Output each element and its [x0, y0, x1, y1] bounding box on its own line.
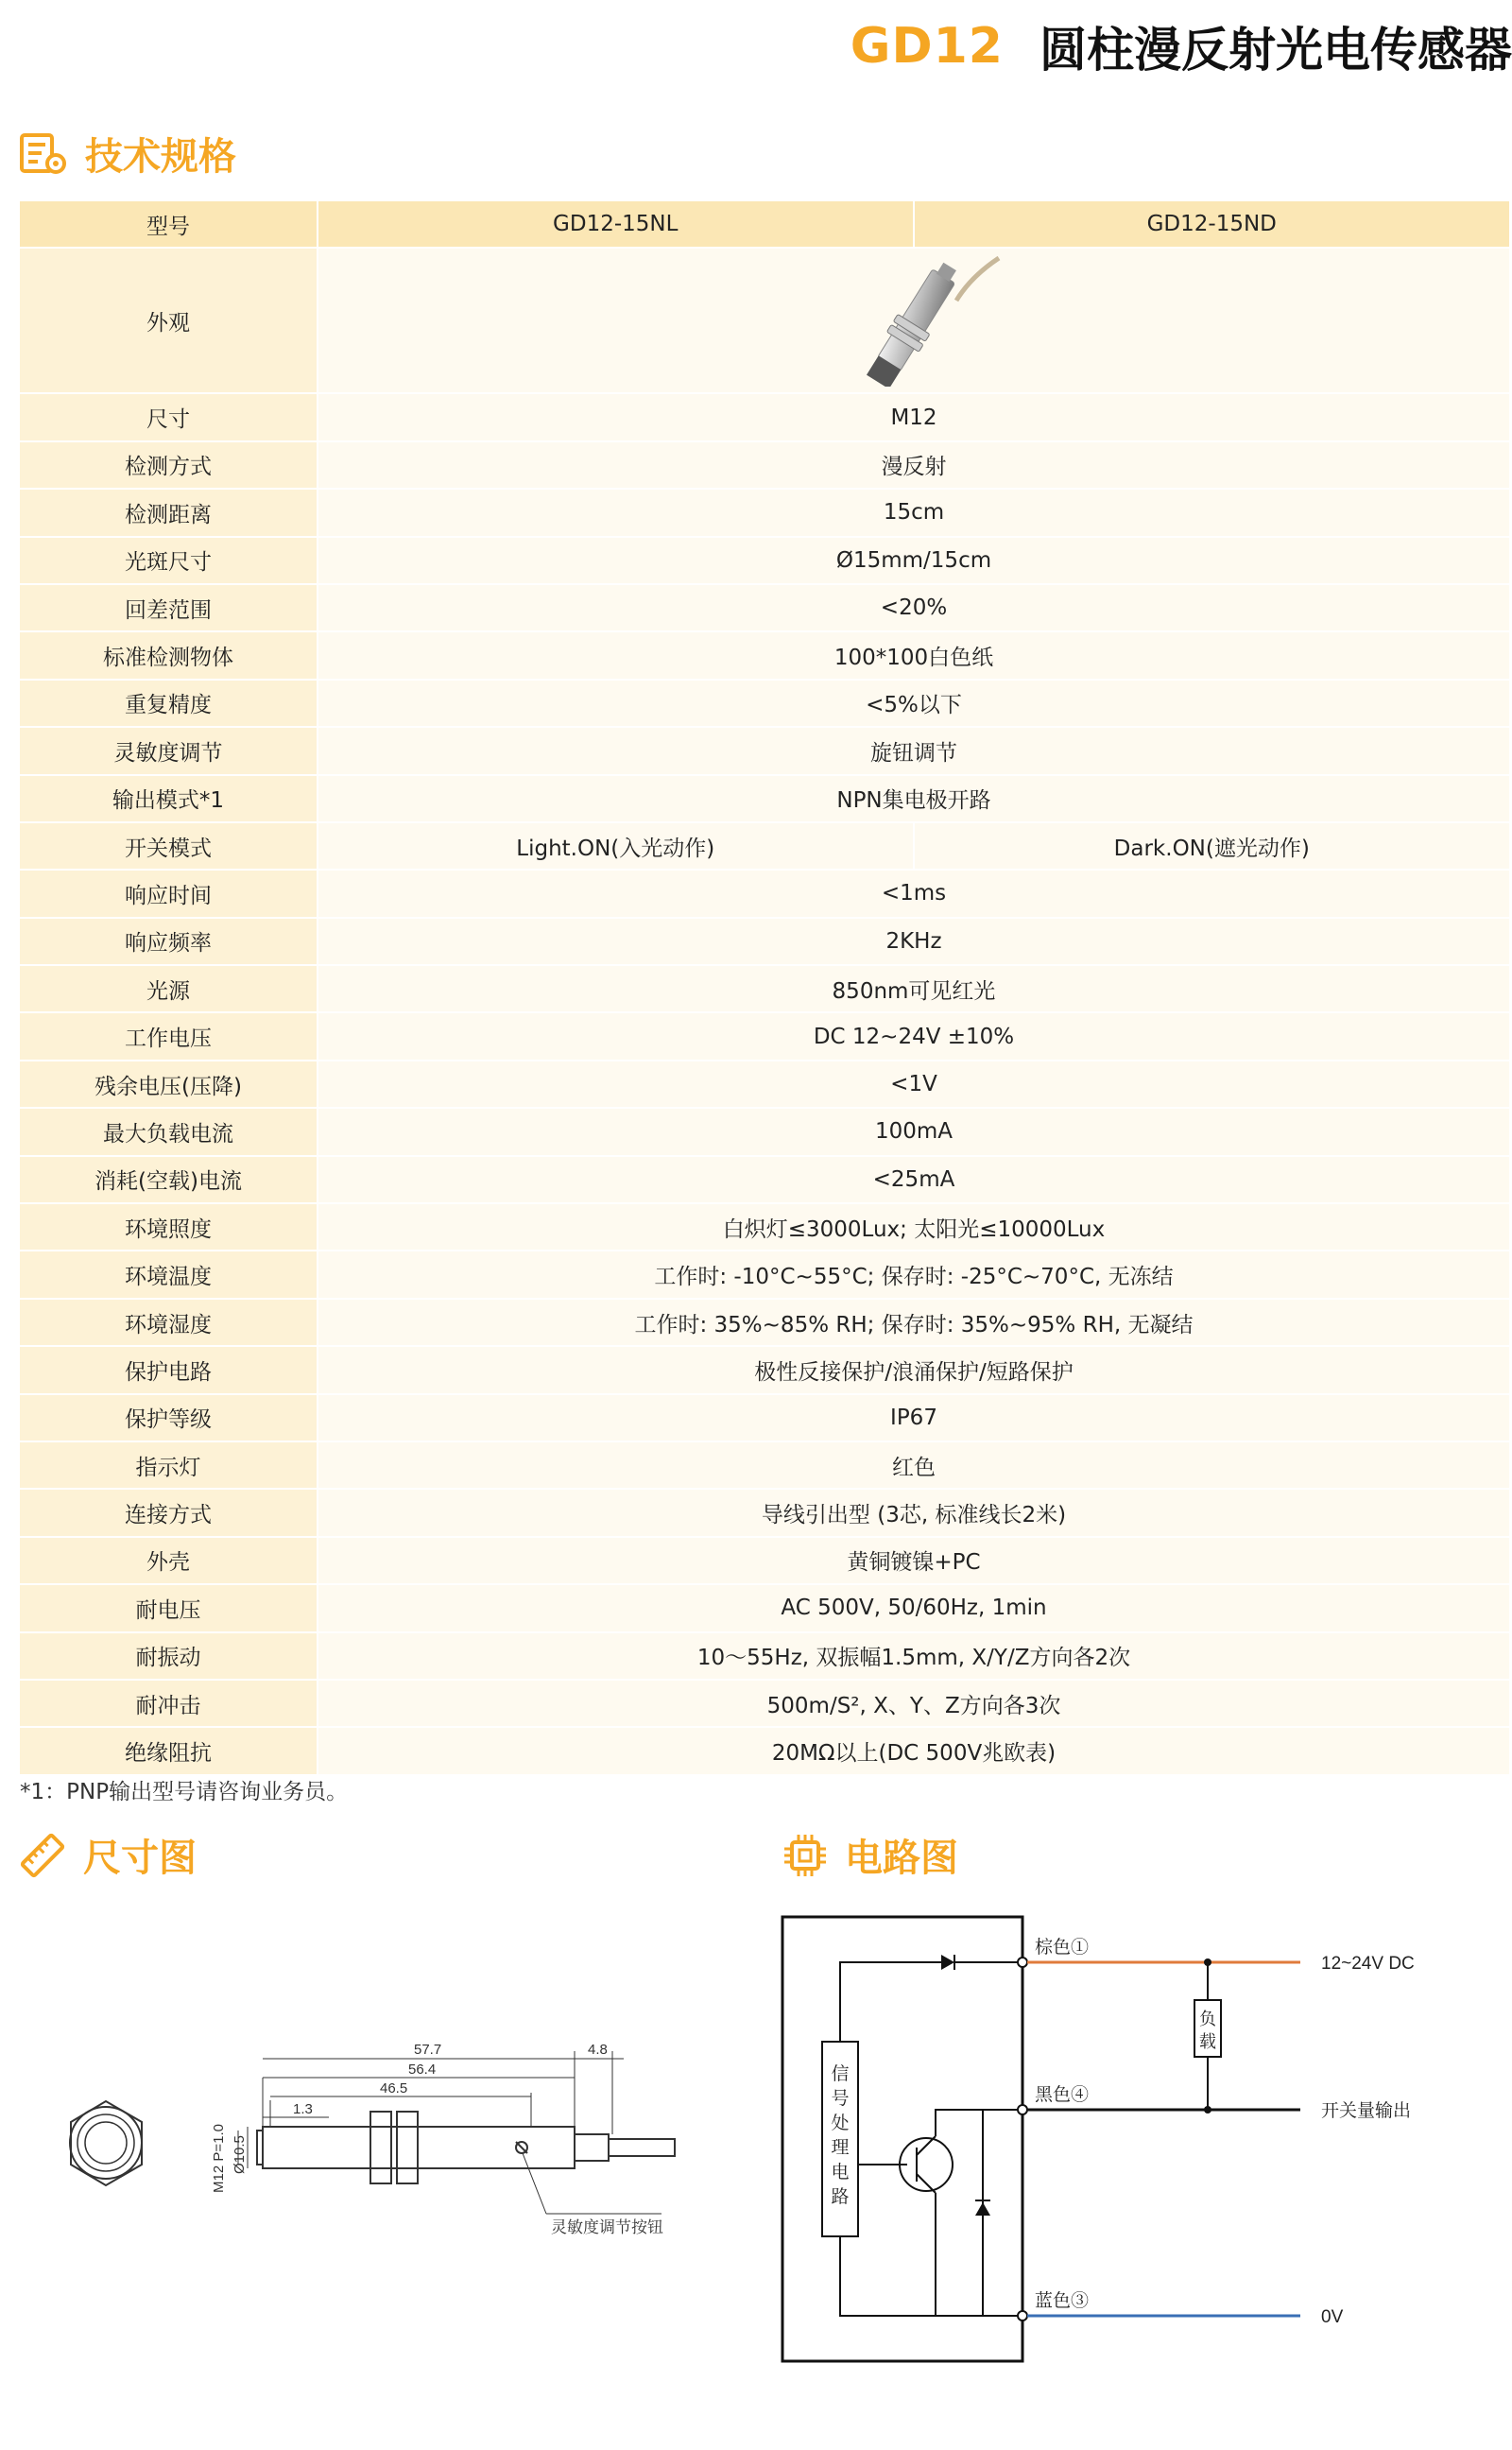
ruler-icon: [19, 1832, 66, 1879]
row-label: 外壳: [20, 1537, 318, 1584]
row-value: DC 12~24V ±10%: [318, 1012, 1509, 1060]
row-value: AC 500V, 50/60Hz, 1min: [318, 1584, 1509, 1631]
table-row: [20, 1394, 1509, 1441]
table-row: [20, 489, 1509, 536]
row-value: M12: [318, 393, 1509, 440]
table-row: [20, 1156, 1509, 1203]
table-row: [20, 1346, 1509, 1393]
table-row: [20, 965, 1509, 1012]
table-row: [20, 1727, 1509, 1774]
row-label: 光斑尺寸: [20, 537, 318, 584]
row-label: 保护等级: [20, 1394, 318, 1441]
row-value: 100*100白色纸: [318, 631, 1509, 679]
output-label: 开关量输出: [1321, 2101, 1412, 2121]
table-row: [20, 1632, 1509, 1680]
row-label: 环境湿度: [20, 1299, 318, 1346]
row-label: 工作电压: [20, 1012, 318, 1060]
dimension-section-header: [19, 1828, 197, 1882]
row-value: 2KHz: [318, 918, 1509, 965]
row-label: 型号: [20, 201, 318, 248]
table-row: [20, 1680, 1509, 1727]
row-label: 保护电路: [20, 1346, 318, 1393]
row-label: 耐冲击: [20, 1680, 318, 1727]
spec-table: [20, 201, 1509, 1776]
row-label: 光源: [20, 965, 318, 1012]
dim-1-3: 1.3: [293, 2101, 313, 2117]
table-row: [20, 1489, 1509, 1536]
table-row: [20, 1012, 1509, 1060]
row-value: 工作时: -10°C~55°C; 保存时: -25°C~70°C, 无冻结: [318, 1251, 1509, 1298]
row-value: 20MΩ以上(DC 500V兆欧表): [318, 1727, 1509, 1774]
table-row: [20, 1061, 1509, 1108]
switch-mode-nd: Dark.ON(遮光动作): [914, 822, 1510, 870]
row-label: 开关模式: [20, 822, 318, 870]
table-row: [20, 584, 1509, 631]
row-value: 旋钮调节: [318, 727, 1509, 774]
dimension-section-title: 尺寸图: [83, 1837, 197, 1880]
row-value: 导线引出型 (3芯, 标准线长2米): [318, 1489, 1509, 1536]
table-row: [20, 1537, 1509, 1584]
table-row: [20, 441, 1509, 489]
table-row: [20, 1251, 1509, 1298]
row-value: 工作时: 35%~85% RH; 保存时: 35%~95% RH, 无凝结: [318, 1299, 1509, 1346]
row-value: 500m/S², X、Y、Z方向各3次: [318, 1680, 1509, 1727]
row-label: 灵敏度调节: [20, 727, 318, 774]
product-code: GD12: [850, 18, 1004, 75]
row-label: 尺寸: [20, 393, 318, 440]
table-row: [20, 1441, 1509, 1489]
table-row: [20, 537, 1509, 584]
switch-mode-nl: Light.ON(入光动作): [318, 822, 914, 870]
row-label: 连接方式: [20, 1489, 318, 1536]
row-value: Ø15mm/15cm: [318, 537, 1509, 584]
table-row: [20, 393, 1509, 440]
row-label: 标准检测物体: [20, 631, 318, 679]
dimension-drawing: [0, 1900, 756, 2372]
row-label: 回差范围: [20, 584, 318, 631]
circuit-section-header: [782, 1828, 958, 1882]
brown-label: 棕色①: [1035, 1938, 1090, 1958]
row-label: 环境照度: [20, 1203, 318, 1251]
page-title: [850, 13, 1512, 79]
supply-label: 12~24V DC: [1321, 1954, 1415, 1974]
svg-text:电: 电: [831, 2163, 850, 2183]
row-label: 外观: [20, 248, 318, 393]
table-row: [20, 1108, 1509, 1155]
circuit-section-title: 电路图: [845, 1837, 958, 1880]
knob-label: 灵敏度调节按钮: [551, 2218, 663, 2236]
row-value: 10～55Hz, 双振幅1.5mm, X/Y/Z方向各2次: [318, 1632, 1509, 1680]
row-label: 耐电压: [20, 1584, 318, 1631]
thread-spec: M12 P=1.0: [211, 2124, 227, 2193]
diameter-spec: Ø10.5: [232, 2135, 248, 2174]
model-nl: GD12-15NL: [318, 201, 914, 248]
dim-4-8: 4.8: [588, 2042, 608, 2058]
svg-text:负: 负: [1199, 2010, 1216, 2028]
dim-57-7: 57.7: [414, 2042, 442, 2058]
row-label: 检测方式: [20, 441, 318, 489]
svg-text:处: 处: [831, 2114, 850, 2133]
row-label: 响应频率: [20, 918, 318, 965]
appearance-cell: [318, 248, 1509, 393]
table-row: [20, 727, 1509, 774]
table-row: [20, 631, 1509, 679]
zener-icon: [975, 2202, 990, 2216]
table-row: [20, 1203, 1509, 1251]
row-label: 检测距离: [20, 489, 318, 536]
zero-label: 0V: [1321, 2307, 1344, 2327]
row-value: 漫反射: [318, 441, 1509, 489]
row-value: 850nm可见红光: [318, 965, 1509, 1012]
row-value: 极性反接保护/浪涌保护/短路保护: [318, 1346, 1509, 1393]
table-row: [20, 1584, 1509, 1631]
row-value: <1V: [318, 1061, 1509, 1108]
svg-text:理: 理: [831, 2138, 850, 2158]
row-label: 绝缘阻抗: [20, 1727, 318, 1774]
front-view: [70, 2101, 142, 2185]
row-value: NPN集电极开路: [318, 775, 1509, 822]
table-row: [20, 248, 1509, 393]
row-value: <1ms: [318, 870, 1509, 917]
row-value: <20%: [318, 584, 1509, 631]
signal-block-label: [831, 2063, 849, 2207]
table-row: [20, 201, 1509, 248]
row-value: 黄铜镀镍+PC: [318, 1537, 1509, 1584]
row-label: 残余电压(压降): [20, 1061, 318, 1108]
table-row: [20, 870, 1509, 917]
black-label: 黑色④: [1035, 2085, 1090, 2105]
row-value: 15cm: [318, 489, 1509, 536]
circuit-diagram: [756, 1900, 1512, 2372]
dim-56-4: 56.4: [408, 2062, 437, 2078]
svg-text:载: 载: [1199, 2032, 1216, 2051]
table-row: [20, 822, 1509, 870]
row-value: 红色: [318, 1441, 1509, 1489]
svg-text:信: 信: [831, 2064, 850, 2084]
row-label: 环境温度: [20, 1251, 318, 1298]
specs-section-header: [19, 127, 236, 181]
row-label: 响应时间: [20, 870, 318, 917]
row-value: IP67: [318, 1394, 1509, 1441]
row-label: 消耗(空载)电流: [20, 1156, 318, 1203]
sensor-photo: [810, 249, 1018, 387]
table-row: [20, 680, 1509, 727]
specs-section-title: 技术规格: [85, 135, 236, 179]
row-value: <5%以下: [318, 680, 1509, 727]
diode-icon: [941, 1955, 954, 1970]
blue-label: 蓝色③: [1035, 2291, 1090, 2311]
row-value: 白炽灯≤3000Lux; 太阳光≤10000Lux: [318, 1203, 1509, 1251]
row-label: 最大负载电流: [20, 1108, 318, 1155]
table-row: [20, 1299, 1509, 1346]
row-label: 耐振动: [20, 1632, 318, 1680]
row-label: 输出模式*1: [20, 775, 318, 822]
row-label: 指示灯: [20, 1441, 318, 1489]
spec-sheet-icon: [19, 132, 68, 176]
chip-icon: [782, 1833, 828, 1878]
footnote: *1：PNP输出型号请咨询业务员。: [20, 1780, 349, 1804]
row-label: 重复精度: [20, 680, 318, 727]
svg-text:号: 号: [831, 2089, 850, 2109]
table-row: [20, 918, 1509, 965]
product-name: 圆柱漫反射光电传感器: [1040, 23, 1512, 78]
svg-text:路: 路: [831, 2187, 850, 2207]
table-row: [20, 775, 1509, 822]
model-nd: GD12-15ND: [914, 201, 1510, 248]
dim-46-5: 46.5: [380, 2080, 408, 2096]
row-value: <25mA: [318, 1156, 1509, 1203]
row-value: 100mA: [318, 1108, 1509, 1155]
